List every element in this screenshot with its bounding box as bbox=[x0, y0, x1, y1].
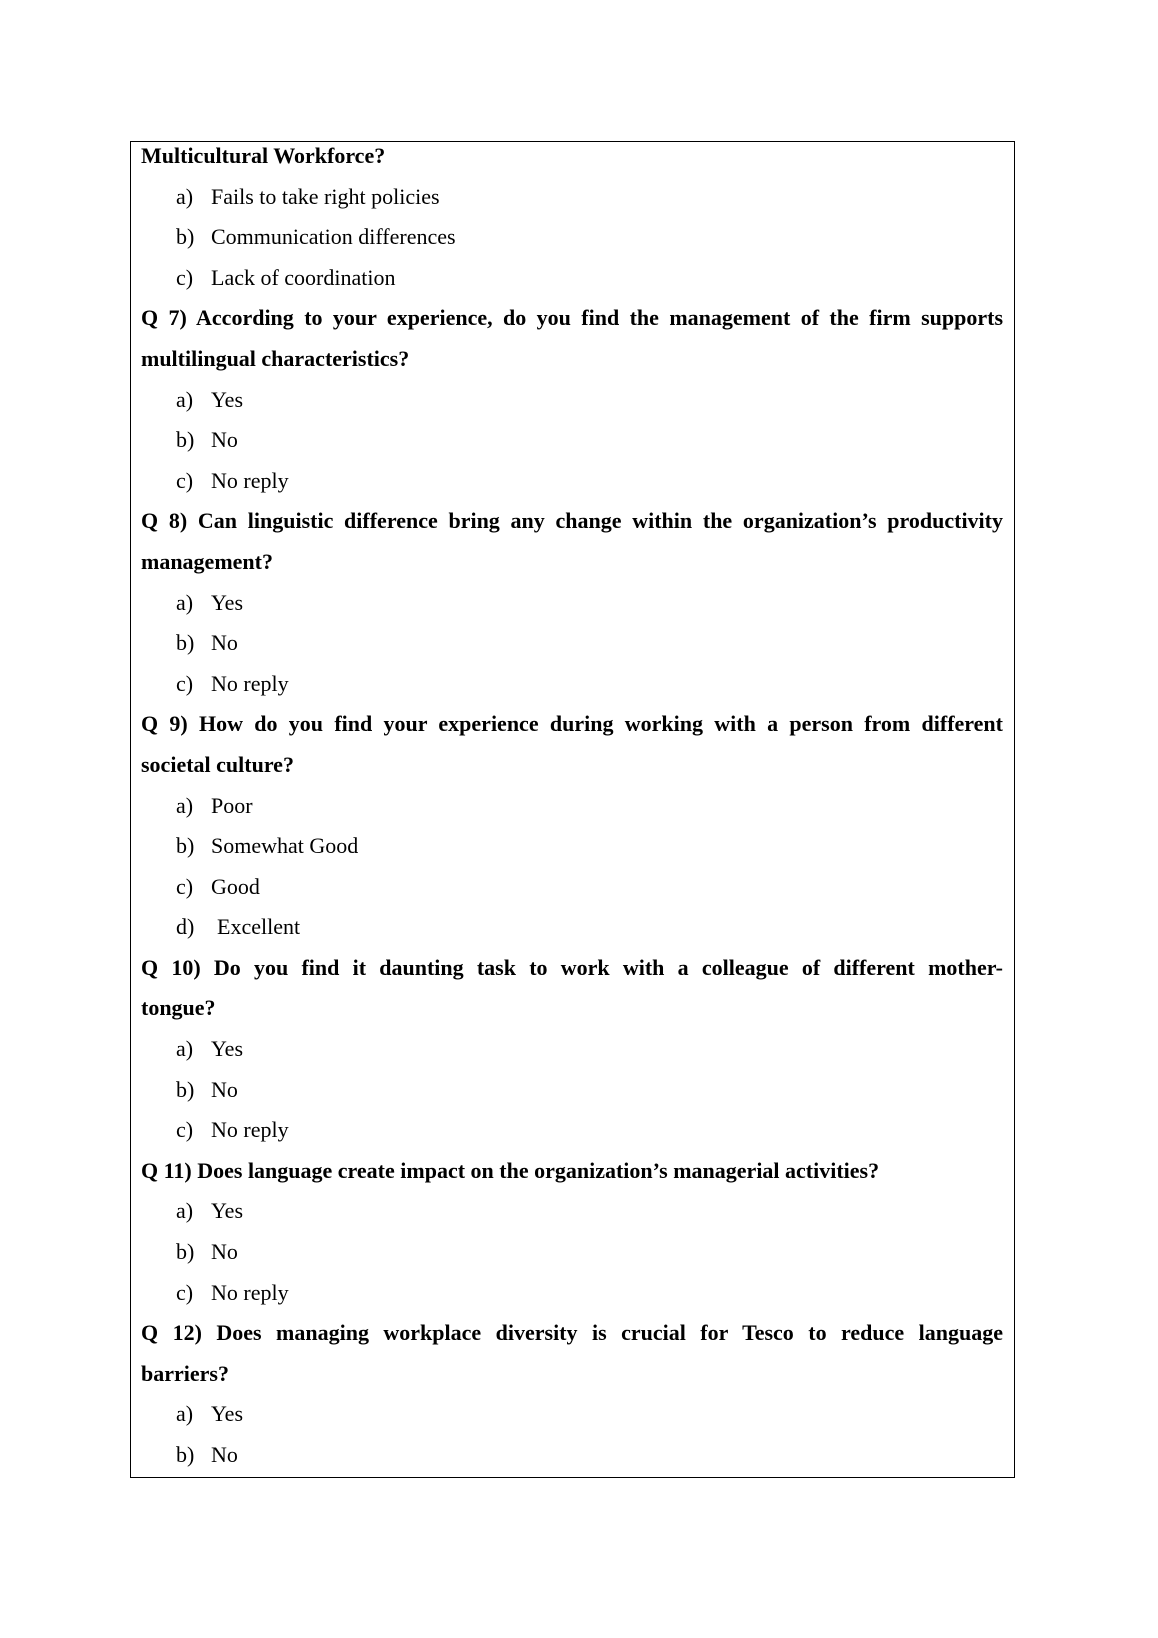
option-item bbox=[141, 664, 1003, 705]
question-8-title-continued: management? bbox=[141, 548, 273, 574]
option-letter: b) bbox=[176, 1076, 195, 1102]
option-text: Yes bbox=[211, 1401, 244, 1427]
option-letter: b) bbox=[176, 833, 195, 859]
option-letter: b) bbox=[176, 427, 195, 453]
option-item bbox=[141, 867, 1003, 908]
question-12-title-continued: barriers? bbox=[141, 1360, 229, 1386]
question-7-title: Q 7) According to your experience, do you find the management of the firm supports bbox=[141, 305, 1003, 331]
option-item bbox=[141, 1394, 1003, 1435]
option-item bbox=[141, 177, 1003, 218]
option-text: Yes bbox=[211, 1198, 244, 1224]
option-item bbox=[141, 786, 1003, 827]
option-text: Yes bbox=[211, 589, 244, 615]
option-text: No bbox=[211, 1442, 238, 1467]
option-letter: c) bbox=[176, 264, 194, 290]
option-letter: b) bbox=[176, 1442, 195, 1467]
option-letter: b) bbox=[176, 224, 195, 250]
option-item bbox=[141, 623, 1003, 664]
option-letter: a) bbox=[176, 1036, 194, 1062]
option-text: Poor bbox=[211, 792, 253, 818]
option-text: No bbox=[211, 630, 238, 656]
question-9-title: Q 9) How do you find your experience during working with a person from different bbox=[141, 711, 1003, 737]
question-10-title: Q 10) Do you find it daunting task to work with a colleague of different mother- bbox=[141, 954, 1003, 980]
option-letter: a) bbox=[176, 1198, 194, 1224]
question-7-title-continued: multilingual characteristics? bbox=[141, 345, 410, 371]
option-item bbox=[141, 1070, 1003, 1111]
option-letter: c) bbox=[176, 670, 194, 696]
option-text: No bbox=[211, 1076, 238, 1102]
option-item bbox=[141, 420, 1003, 461]
option-item bbox=[141, 1273, 1003, 1314]
option-letter: a) bbox=[176, 183, 194, 209]
question-11-title: Q 11) Does language create impact on the organization’s managerial activities? bbox=[141, 1157, 880, 1183]
option-item bbox=[141, 461, 1003, 502]
option-item bbox=[141, 907, 1003, 948]
option-text: No bbox=[211, 427, 238, 453]
option-letter: a) bbox=[176, 386, 194, 412]
option-item bbox=[141, 1191, 1003, 1232]
question-10-title-continued: tongue? bbox=[141, 995, 216, 1021]
question-8-title: Q 8) Can linguistic difference bring any change within the organization’s productivity bbox=[141, 508, 1003, 534]
option-letter: a) bbox=[176, 1401, 194, 1427]
option-letter: b) bbox=[176, 1239, 195, 1265]
option-text: Lack of coordination bbox=[211, 264, 396, 290]
intro-question-text: Multicultural Workforce? bbox=[141, 143, 386, 168]
option-text: Yes bbox=[211, 1036, 244, 1062]
option-item bbox=[141, 1435, 1003, 1476]
option-item bbox=[141, 258, 1003, 299]
option-item bbox=[141, 583, 1003, 624]
option-item bbox=[141, 217, 1003, 258]
option-letter: c) bbox=[176, 1279, 194, 1305]
option-text: No reply bbox=[211, 670, 289, 696]
option-letter: a) bbox=[176, 589, 194, 615]
option-item bbox=[141, 1232, 1003, 1273]
option-letter: a) bbox=[176, 792, 194, 818]
option-text: No bbox=[211, 1239, 238, 1265]
option-item bbox=[141, 1029, 1003, 1070]
option-text: Fails to take right policies bbox=[211, 183, 440, 209]
option-item bbox=[141, 380, 1003, 421]
option-letter: c) bbox=[176, 873, 194, 899]
question-9-title-continued: societal culture? bbox=[141, 751, 294, 777]
option-letter: d) bbox=[176, 914, 195, 940]
questionnaire-content bbox=[141, 136, 1003, 1476]
option-letter: c) bbox=[176, 467, 194, 493]
option-text: Somewhat Good bbox=[211, 833, 359, 859]
option-text: No reply bbox=[211, 1117, 289, 1143]
option-text: Excellent bbox=[217, 914, 301, 940]
option-item bbox=[141, 826, 1003, 867]
option-text: Yes bbox=[211, 386, 244, 412]
option-text: Communication differences bbox=[211, 224, 456, 250]
option-letter: c) bbox=[176, 1117, 194, 1143]
question-12-title: Q 12) Does managing workplace diversity is crucial for Tesco to reduce language bbox=[141, 1320, 1003, 1346]
option-item bbox=[141, 1110, 1003, 1151]
option-letter: b) bbox=[176, 630, 195, 656]
option-text: No reply bbox=[211, 467, 289, 493]
option-text: Good bbox=[211, 873, 260, 899]
option-text: No reply bbox=[211, 1279, 289, 1305]
